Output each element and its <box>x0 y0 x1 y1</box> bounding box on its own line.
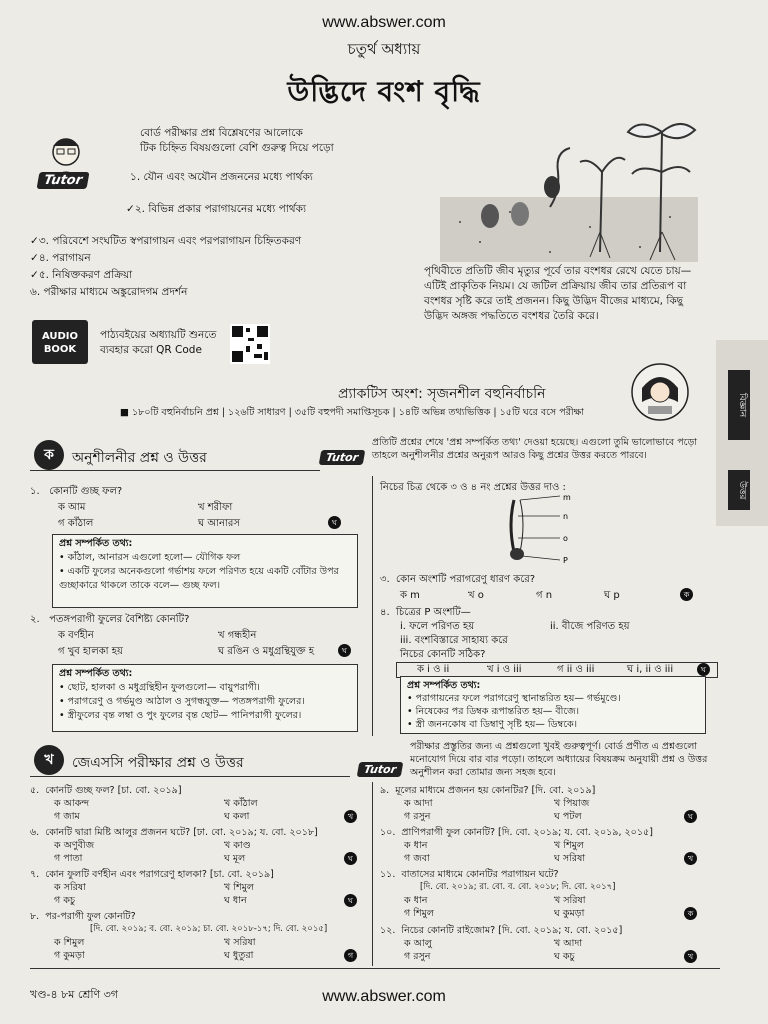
question-12: ১২. নিচের কোনটি রাইজোম? [দি. বো. ২০১৯; য. বো. ২০১৫] ক আলু খ আদা গ রসুন ঘ কচু খ <box>380 924 710 966</box>
topic-item: ✓৪. পরাগায়ন <box>30 252 91 264</box>
option[interactable]: খ গন্ধহীন <box>218 630 257 641</box>
question-4: ৪. চিত্রের P অংশটি— i. ফলে পরিণত হয় ii. বীজে পরিণত হয় iii. বংশবিস্তারে সাহায্য করে নিচের কোনটি সঠিক? ক i ও ii খ i ও iii গ ii ও iii ঘ i, ii ও iii ঘ <box>380 606 710 678</box>
section1-title: অনুশীলনীর প্রশ্ন ও উত্তর <box>72 450 207 466</box>
label-p: P <box>563 556 568 564</box>
option[interactable]: ঘ p <box>604 590 620 601</box>
question-6: ৬. কোনটি দ্বারা মিষ্টি আলুর প্রজনন ঘটে? [ঢা. বো. ২০১৯; য. বো. ২০১৮] ক অণুবীজ খ কাণ্ড গ পাতা ঘ মূল ঘ <box>30 826 366 868</box>
qr-code-icon[interactable] <box>230 324 270 364</box>
audio-text: পাঠ্যবইয়ের অধ্যায়টি শুনতে ব্যবহার করো QR Code <box>100 329 217 356</box>
topic-item: ✓৩. পরিবেশে সংঘটিত স্বপরাগায়ন এবং পরপরাগায়ন চিহ্নিতকরণ <box>30 235 302 247</box>
option[interactable]: ক m <box>400 590 420 601</box>
section1-note: প্রতিটি প্রশ্নের শেষে 'প্রশ্ন সম্পর্কিত তথ্য' দেওয়া হয়েছে। এগুলো তুমি ভালোভাবে পড়ো তাহলে অনুশীলনীর প্রশ্নের অনুরূপ আরও কিছু প্রশ্নের উত্তর করতে পারবে। <box>372 437 698 461</box>
option[interactable]: খ i ও iii <box>487 664 522 675</box>
practice-stats: ■ ১৮০টি বহুনির্বাচনি প্রশ্ন | ১২৬টি সাধারণ | ৩৫টি বহুপদী সমাপ্তিসূচক | ১৪টি অভিন্ন তথ্যভিত্তিক | ১৫টি ঘরে বসে পরীক্ষা <box>120 407 585 418</box>
intro-caption: পৃথিবীতে প্রতিটি জীব মৃত্যুর পূর্বে তার বংশধর রেখে যেতে চায়— এটিই প্রাকৃতিক নিয়ম। যে জটিল প্রক্রিয়ায় জীব তার প্রতিরূপ বা বংশধর সৃষ্টি করে তাই প্রজনন। কিছু উদ্ভিদ বীজের মাধ্যমে, কিছু উদ্ভিদ অঙ্গজ পদ্ধতিতে বংশধর তৈরি করে। <box>424 265 692 322</box>
practice-heading: প্র্যাকটিস অংশ: সৃজনশীল বহুনির্বাচনি <box>338 386 546 402</box>
side-tab-science[interactable]: বিজ্ঞান <box>728 370 750 440</box>
answer-badge: ক <box>680 588 693 601</box>
section1-num: ক <box>34 440 64 470</box>
label-m: m <box>563 494 571 502</box>
option[interactable]: ঘ আনারস <box>198 518 240 529</box>
topic-item: ১. যৌন এবং অযৌন প্রজননের মধ্যে পার্থক্য <box>130 171 313 183</box>
info-box-3: প্রশ্ন সম্পর্কিত তথ্য: • পরাগায়নের ফলে পরাগরেণু স্থানান্তরিত হয়— গর্ভমুণ্ডে। • নিষেকের পর ডিম্বক রূপান্তরিত হয়— বীজে। • স্ত্রী জননকোষ বা ডিম্বাণু সৃষ্টি হয়— ডিম্বকে। <box>400 676 706 734</box>
jsc-left-column <box>30 784 366 966</box>
student-avatar-icon <box>630 362 690 422</box>
question-11: ১১. বাতাসের মাধ্যমে কোনটির পরাগায়ন ঘটে? [দি. বো. ২০১৯; রা. বো. ব. বো. ২০১৮; দি. বো. ২০১৭] ক ধান খ সরিষা গ শিমুল ঘ কুমড়া ক <box>380 868 710 924</box>
page-footer: খণ্ড-৪ ৮ম শ্রেণি ৩গ <box>30 988 119 1001</box>
option[interactable]: ক i ও ii <box>417 664 450 675</box>
germination-illustration <box>440 112 698 262</box>
topic-item: ✓২. বিভিন্ন প্রকার পরাগায়নের মধ্যে পার্থক্য <box>126 203 307 215</box>
question-8: ৮. পর-পরাগী ফুল কোনটি? [দি. বো. ২০১৯; ব. বো. ২০১৯; চা. বো. ২০১৮-১৭; দি. বো. ২০১৫] ক শিমুল খ সরিষা গ কুমড়া ঘ ধুতুরা গ <box>30 910 366 966</box>
option[interactable]: গ n <box>536 590 553 601</box>
section2-num: খ <box>34 745 64 775</box>
option[interactable]: ক বর্ণহীন <box>58 630 94 641</box>
tutor-badge-small-2: Tutor <box>357 762 404 777</box>
label-o: o <box>563 534 568 543</box>
question-3: ৩. কোন অংশটি পরাগরেণু ধারণ করে? ক m খ o গ n ঘ p ক <box>380 572 710 604</box>
option[interactable]: গ ii ও iii <box>557 664 595 675</box>
question-2: ২. পতঙ্গপরাগী ফুলের বৈশিষ্ট্য কোনটি? ক বর্ণহীন খ গন্ধহীন গ খুব হালকা হয় ঘ রঙিন ও মধুগ্রন্থিযুক্ত হ ঘ <box>30 612 360 660</box>
label-n: n <box>563 512 569 521</box>
tutor-badge-small: Tutor <box>319 450 366 465</box>
option[interactable]: খ o <box>468 590 484 601</box>
topic-item: ৬. পরীক্ষার মাধ্যমে অঙ্কুরোদগম প্রদর্শন <box>30 286 188 298</box>
answer-badge: ঘ <box>338 644 351 657</box>
jsc-right-column <box>380 784 710 966</box>
section2-title: জেএসসি পরীক্ষার প্রশ্ন ও উত্তর <box>72 755 244 771</box>
intro-line2: টিক চিহ্নিত বিষয়গুলো বেশি গুরুত্ব দিয়ে পড়ো <box>140 142 334 154</box>
flower-diagram <box>490 494 580 564</box>
tutor-badge: Tutor <box>37 172 90 189</box>
topic-item: ✓৫. নিষিক্তকরণ প্রক্রিয়া <box>30 269 133 281</box>
question-1: ১. কোনটি গুচ্ছ ফল? ক আম খ শরীফা গ কাঁঠাল ঘ আনারস ঘ <box>30 484 360 532</box>
side-tab-answer[interactable]: উত্তর <box>728 470 750 510</box>
option[interactable]: ঘ রঙিন ও মধুগ্রন্থিযুক্ত হ <box>218 646 315 657</box>
answer-badge: ঘ <box>697 663 710 676</box>
topics-list <box>30 170 360 302</box>
info-box-1: প্রশ্ন সম্পর্কিত তথ্য: • কাঁঠাল, আনারস এগুলো হলো— যৌগিক ফল • একটি ফুলের অনেকগুলো গর্ভাশয় ফলে পরিণত হয়ে একটি বোঁটার উপর গুচ্ছাকারে থাকলে তাকে বলে— গুচ্ছ ফল। <box>52 534 358 608</box>
section2-note: পরীক্ষার প্রস্তুতির জন্য এ প্রশ্নগুলো খুবই গুরুত্বপূর্ণ। বোর্ড প্রণীত এ প্রশ্নগুলো মনোযোগ দিয়ে বার বার পড়ো। তাহলে অধ্যায়ের বিষয়ক্রম অনুযায়ী প্রশ্ন ও উত্তর অনুশীলন করা তোমার জন্য সহজ হবে। <box>410 741 708 778</box>
site-url-top[interactable]: www.abswer.com <box>322 14 446 31</box>
answer-badge: ঘ <box>328 516 341 529</box>
headphone-icon: AUDIO BOOK <box>32 320 88 364</box>
option[interactable]: খ শরীফা <box>198 502 233 513</box>
question-5: ৫. কোনটি গুচ্ছ ফল? [চা. বো. ২০১৯] ক আকন্দ খ কাঁঠাল গ জাম ঘ কলা খ <box>30 784 366 826</box>
info-box-2: প্রশ্ন সম্পর্কিত তথ্য: • ছোট, হালকা ও মধুগ্রন্থিহীন ফুলগুলো— বায়ুপরাগী। • পরাগরেণু ও গর্ভমুণ্ড আঠাল ও সুগন্ধযুক্ত— পতঙ্গপরাগী ফুলের। • স্ত্রীফুলের বৃন্ত লম্বা ও পুং ফুলের বৃন্ত ছোট— পানিপরাগী ফুলের। <box>52 664 358 732</box>
figure-intro: নিচের চিত্র থেকে ৩ ও ৪ নং প্রশ্নের উত্তর দাও : <box>380 482 566 493</box>
site-url-bottom[interactable]: www.abswer.com <box>322 988 446 1005</box>
question-9: ৯. মূলের মাধ্যমে প্রজনন হয় কোনটির? [দি. বো. ২০১৯] ক আদা খ পিয়াজ গ রসুন ঘ পটল ঘ <box>380 784 710 826</box>
page-title: উদ্ভিদে বংশ বৃদ্ধি <box>287 75 481 108</box>
option[interactable]: গ কাঁঠাল <box>58 518 94 529</box>
option[interactable]: ক আম <box>58 502 86 513</box>
intro-line1: বোর্ড পরীক্ষার প্রশ্ন বিশ্লেষণের আলোকে <box>140 127 303 139</box>
audio-book-block <box>30 318 290 368</box>
question-10: ১০. প্রাণিপরাগী ফুল কোনটি? [দি. বো. ২০১৯; য. বো. ২০১৯, ২০১৫] ক ধান খ শিমুল গ জবা ঘ সরিষা খ <box>380 826 710 868</box>
option[interactable]: ঘ i, ii ও iii <box>627 664 674 675</box>
question-7: ৭. কোন ফুলটি বর্ণহীন এবং পরাগরেণু হালকা? [চা. বো. ২০১৯] ক সরিষা খ শিমুল গ কচু ঘ ধান ঘ <box>30 868 366 910</box>
option[interactable]: গ খুব হালকা হয় <box>58 646 123 657</box>
intro-text <box>140 126 360 156</box>
chapter-label: চতুর্থ অধ্যায় <box>347 40 421 58</box>
